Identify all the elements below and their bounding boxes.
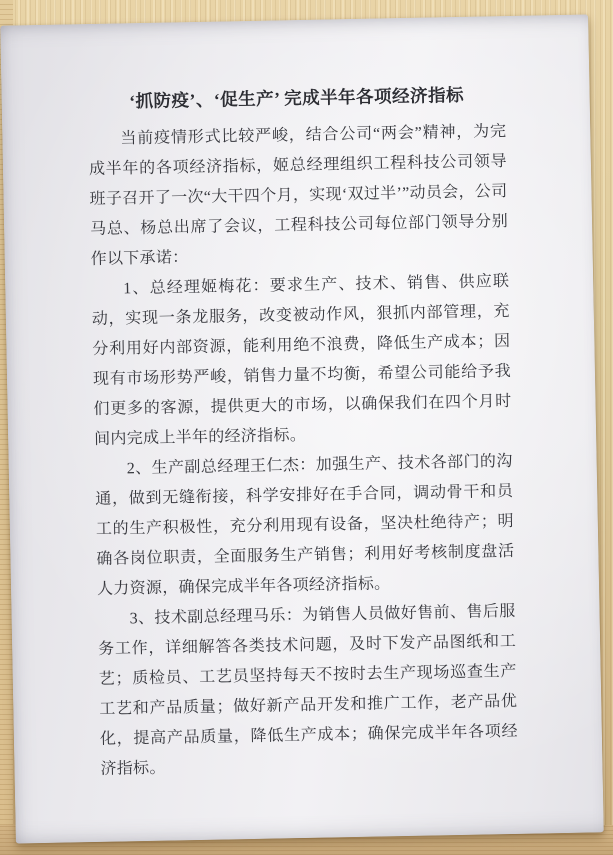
- document-paragraph-item-3: 3、技术副总经理马乐：为销售人员做好售前、售后服务工作，详细解答各类技术问题，及时下发产品图纸和工艺；质检员、工艺员坚持每天不按时去生产现场巡查生产工艺和产品质量；做好新产品开发和推广工作，老产品优化，提高产品质量，降低生产成本；确保完成半年各项经济指标。: [98, 602, 519, 778]
- document-content: [0, 14, 603, 786]
- document-paragraph-item-1: 1、总经理姬梅花：要求生产、技术、销售、供应联动，实现一条龙服务，改变被动作风，狠抓内部管理，充分利用好内部资源，能利用绝不浪费，降低生产成本；因现有市场形势严峻，销售力量不均衡，希望公司能给予我们更多的客源，提供更大的市场，以确保我们在四个月时间内完成上半年的经济指标。: [91, 272, 512, 448]
- document-title: ‘抓防疫’、‘促生产’ 完成半年各项经济指标: [129, 84, 465, 112]
- document-paragraph-intro: 当前疫情形式比较严峻，结合公司“两会”精神，为完成半年的各项经济指标，姬总经理组织工程科技公司领导班子召开了一次“大干四个月，实现‘双过半’”动员会，公司马总、杨总出席了会议，工程科技公司每位部门领导分别作以下承诺：: [88, 123, 509, 269]
- document-paragraph-item-2: 2、生产副总经理王仁杰：加强生产、技术各部门的沟通，做到无缝衔接，科学安排好在手合同，调动骨干和员工的生产积极性，充分利用现有设备，坚决杜绝待产；明确各岗位职责，全面服务生产销售；利用好考核制度盘活人力资源，确保完成半年各项经济指标。: [95, 452, 515, 598]
- document-paper: [0, 14, 604, 843]
